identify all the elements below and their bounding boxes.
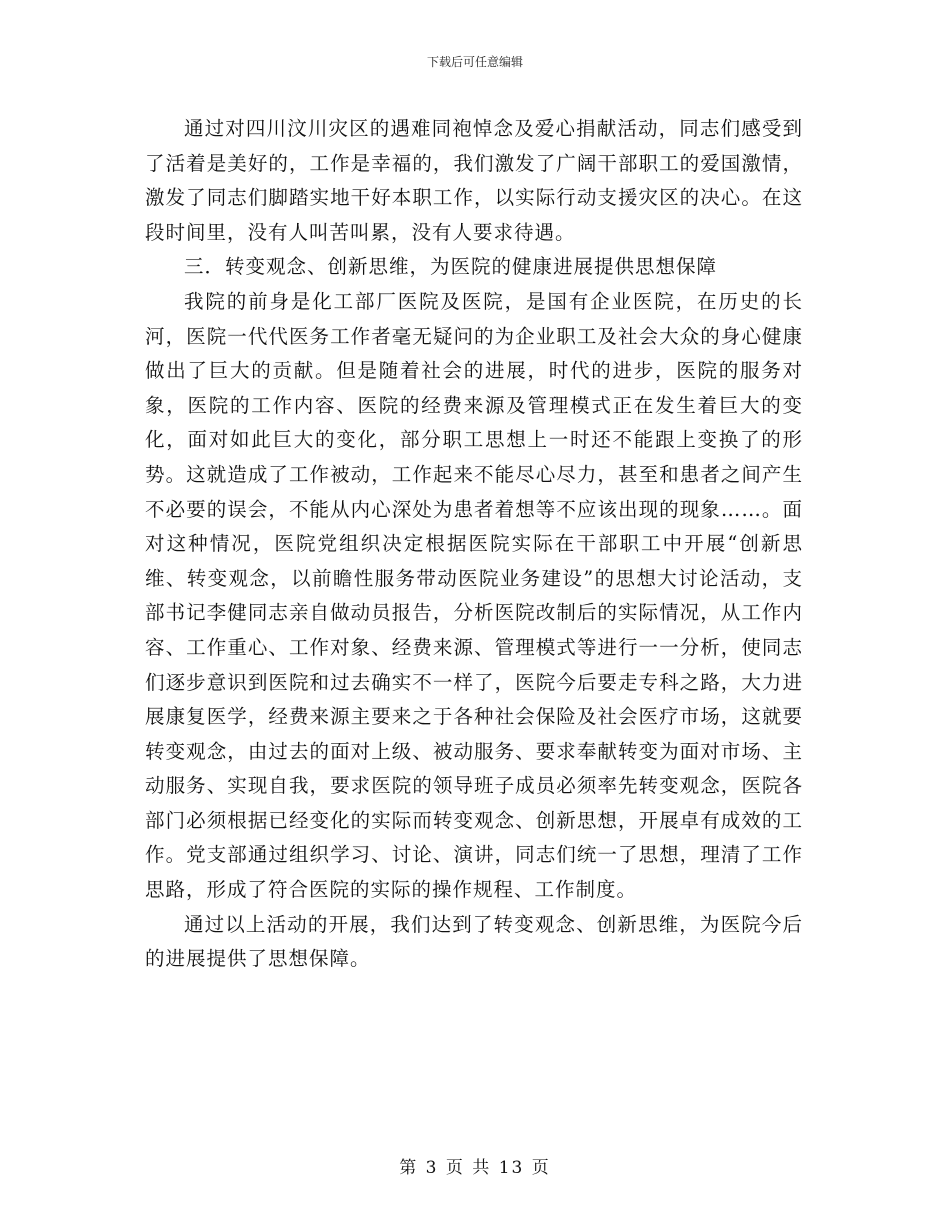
document-body — [145, 112, 803, 977]
paragraph-relief-activity: 通过对四川汶川灾区的遇难同袍悼念及爱心捐献活动，同志们感受到了活着是美好的，工作是幸福的，我们激发了广阔干部职工的爱国激情，激发了同志们脚踏实地干好本职工作，以实际行动支援灾区的决心。在这段时间里，没有人叫苦叫累，没有人要求待遇。 — [145, 117, 803, 244]
section-heading-3: 三．转变观念、创新思维，为医院的健康进展提供思想保障 — [184, 255, 718, 279]
paragraph-conclusion: 通过以上活动的开展，我们达到了转变观念、创新思维，为医院今后的进展提供了思想保障。 — [145, 912, 803, 971]
page-header-note: 下载后可任意编辑 — [426, 55, 523, 69]
page-number: 第 3 页 共 13 页 — [399, 1158, 551, 1178]
paragraph-hospital-history: 我院的前身是化工部厂医院及医院，是国有企业医院，在历史的长河，医院一代代医务工作者毫无疑问的为企业职工及社会大众的身心健康做出了巨大的贡献。但是随着社会的进展，时代的进步，医院的服务对象，医院的工作内容、医院的经费来源及管理模式正在发生着巨大的变化，面对如此巨大的变化，部分职工思想上一时还不能跟上变换了的形势。这就造成了工作被动，工作起来不能尽心尽力，甚至和患者之间产生不必要的误会，不能从内心深处为患者着想等不应该出现的现象……。面对这种情况，医院党组织决定根据医院实际在干部职工中开展“创新思维、转变观念，以前瞻性服务带动医院业务建设”的思想大讨论活动，支部书记李健同志亲自做动员报告，分析医院改制后的实际情况，从工作内容、工作重心、工作对象、经费来源、管理模式等进行一一分析，使同志们逐步意识到医院和过去确实不一样了，医院今后要走专科之路，大力进展康复医学，经费来源主要来之于各种社会保险及社会医疗市场，这就要转变观念，由过去的面对上级、被动服务、要求奉献转变为面对市场、主动服务、实现自我，要求医院的领导班子成员必须率先转变观念，医院各部门必须根据已经变化的实际而转变观念、创新思想，开展卓有成效的工作。党支部通过组织学习、讨论、演讲，同志们统一了思想，理清了工作思路，形成了符合医院的实际的操作规程、工作制度。 — [145, 289, 803, 902]
